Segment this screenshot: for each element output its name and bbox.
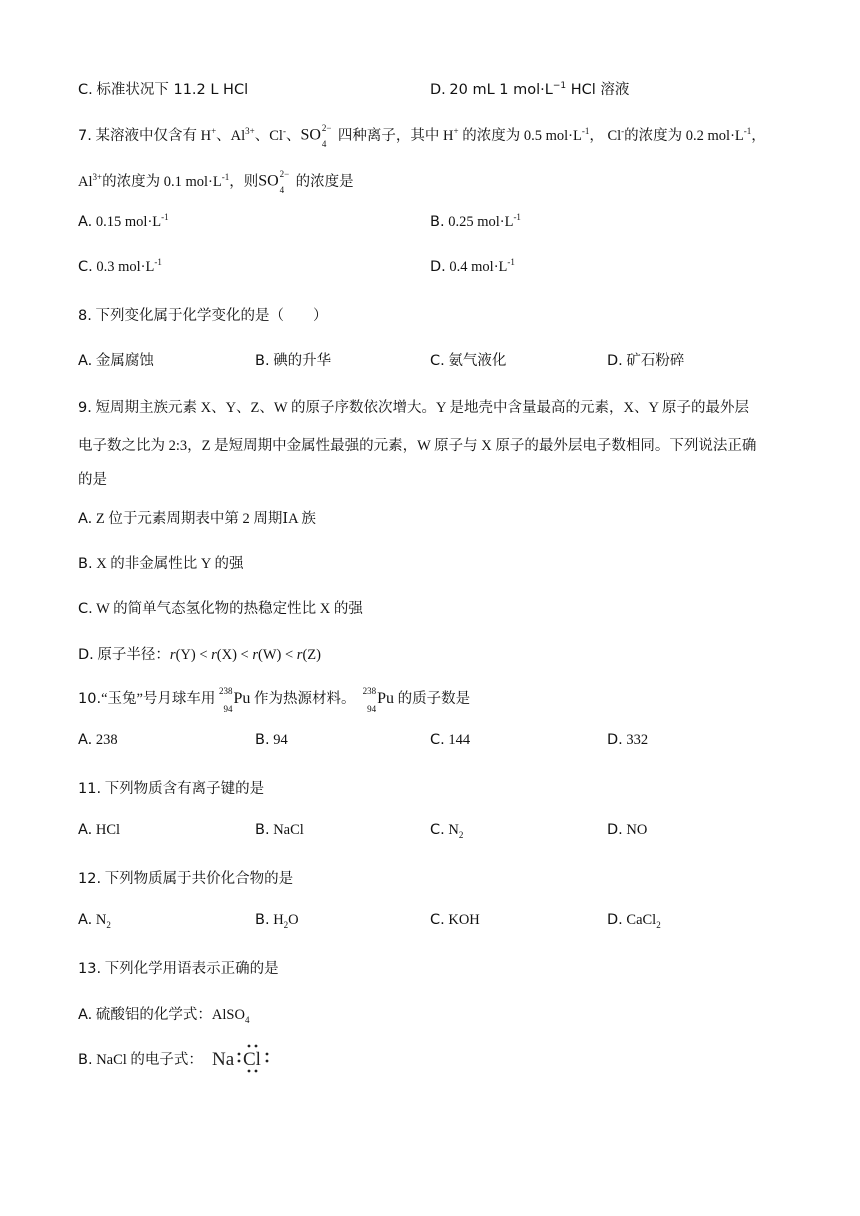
q12-option-c: C. KOH [430, 912, 480, 928]
q11-option-b: B. NaCl [255, 822, 304, 838]
q12-option-b: B. $H_2O$ [255, 912, 299, 930]
q9-stem-line3: 的是 [78, 472, 107, 488]
nuclide-label: 238 94 [218, 685, 233, 714]
q13-option-b: B. NaCl 的电子式： [78, 1052, 203, 1068]
q9-option-b: B. X 的非金属性比 Y 的强 [78, 556, 244, 572]
q11-option-c: C. $N_2$ [430, 822, 464, 840]
sulfate-ion: SO 2− 4 [300, 123, 332, 150]
q8-option-a: A. 金属腐蚀 [78, 353, 154, 369]
q11-option-d: D. NO [607, 822, 648, 838]
q8-option-b: B. 碘的升华 [255, 353, 332, 369]
q9-option-d: D. 原子半径：r(Y) < r(X) < r(W) < r(Z) [78, 647, 321, 663]
q7-option-d: D. 0.4 $mol\cdot L^{-1}$ [430, 257, 515, 275]
nuclide-label: 238 94 [362, 685, 377, 714]
lewis-cl: Cl [243, 1049, 261, 1070]
q8-option-d: D. 矿石粉碎 [607, 353, 685, 369]
q11-option-a: A. HCl [78, 822, 121, 838]
q10-stem: 10.“玉兔”号月球车用 238 94 Pu 作为热源材料。 238 94 Pu 的质子数是 [78, 685, 471, 714]
q6-option-d: D. 20 mL 1 $mol\cdot L^{-1}$ HCl 溶液 [430, 81, 630, 98]
q9-option-a: A. Z 位于元素周期表中第 2 周期ⅠA 族 [78, 511, 316, 527]
q6-option-c: C. 标准状况下 11.2 L HCl [78, 82, 249, 98]
sulfate-ion: SO 2− 4 [258, 169, 290, 196]
q8-stem: 8. 下列变化属于化学变化的是（ ） [78, 308, 328, 324]
q10-option-d: D. 332 [607, 732, 649, 748]
q9-stem-line1: 9. 短周期主族元素 X、Y、Z、W 的原子序数依次增大。Y 是地壳中含量最高的元素，X、Y 原子的最外层 [78, 400, 750, 416]
q10-option-c: C. 144 [430, 732, 471, 748]
lewis-na: Na [212, 1049, 235, 1070]
q13-option-a: A. 硫酸铝的化学式：AlSO$_4$ [78, 1007, 250, 1025]
q9-option-c: C. W 的简单气态氢化物的热稳定性比 X 的强 [78, 601, 363, 617]
q7-line2: $Al^{3+}$的浓度为 0.1 $mol\cdot L^{-1}$，则SO 2− 4 的浓度是 [78, 169, 354, 196]
q7-option-b: B. 0.25 $mol\cdot L^{-1}$ [430, 212, 521, 230]
q8-option-c: C. 氨气液化 [430, 353, 507, 369]
q13-stem: 13. 下列化学用语表示正确的是 [78, 961, 279, 977]
q7-option-c: C. 0.3 $mol\cdot L^{-1}$ [78, 257, 162, 275]
q7-line1: 7. 某溶液中仅含有 H+、$Al^{3+}$、Cl-、SO 2− 4 四种离子，其中 H+ 的浓度为 0.5 $mol\cdot L^{-1}$， Cl-的浓度为 0.2 $mol\cdot L^{-1}$， [78, 123, 766, 150]
q12-stem: 12. 下列物质属于共价化合物的是 [78, 871, 294, 887]
q12-option-d: D. CaCl$_2$ [607, 912, 661, 930]
q7-option-a: A. 0.15 $mol\cdot L^{-1}$ [78, 212, 169, 230]
q10-option-b: B. 94 [255, 732, 288, 748]
q12-option-a: A. $N_2$ [78, 912, 111, 930]
q11-stem: 11. 下列物质含有离子键的是 [78, 781, 265, 797]
q10-option-a: A. 238 [78, 732, 118, 748]
nacl-electron-formula [210, 1043, 280, 1075]
q9-stem-line2: 电子数之比为 2:3，Z 是短周期中金属性最强的元素，W 原子与 X 原子的最外层电子数相同。下列说法正确 [78, 438, 757, 454]
